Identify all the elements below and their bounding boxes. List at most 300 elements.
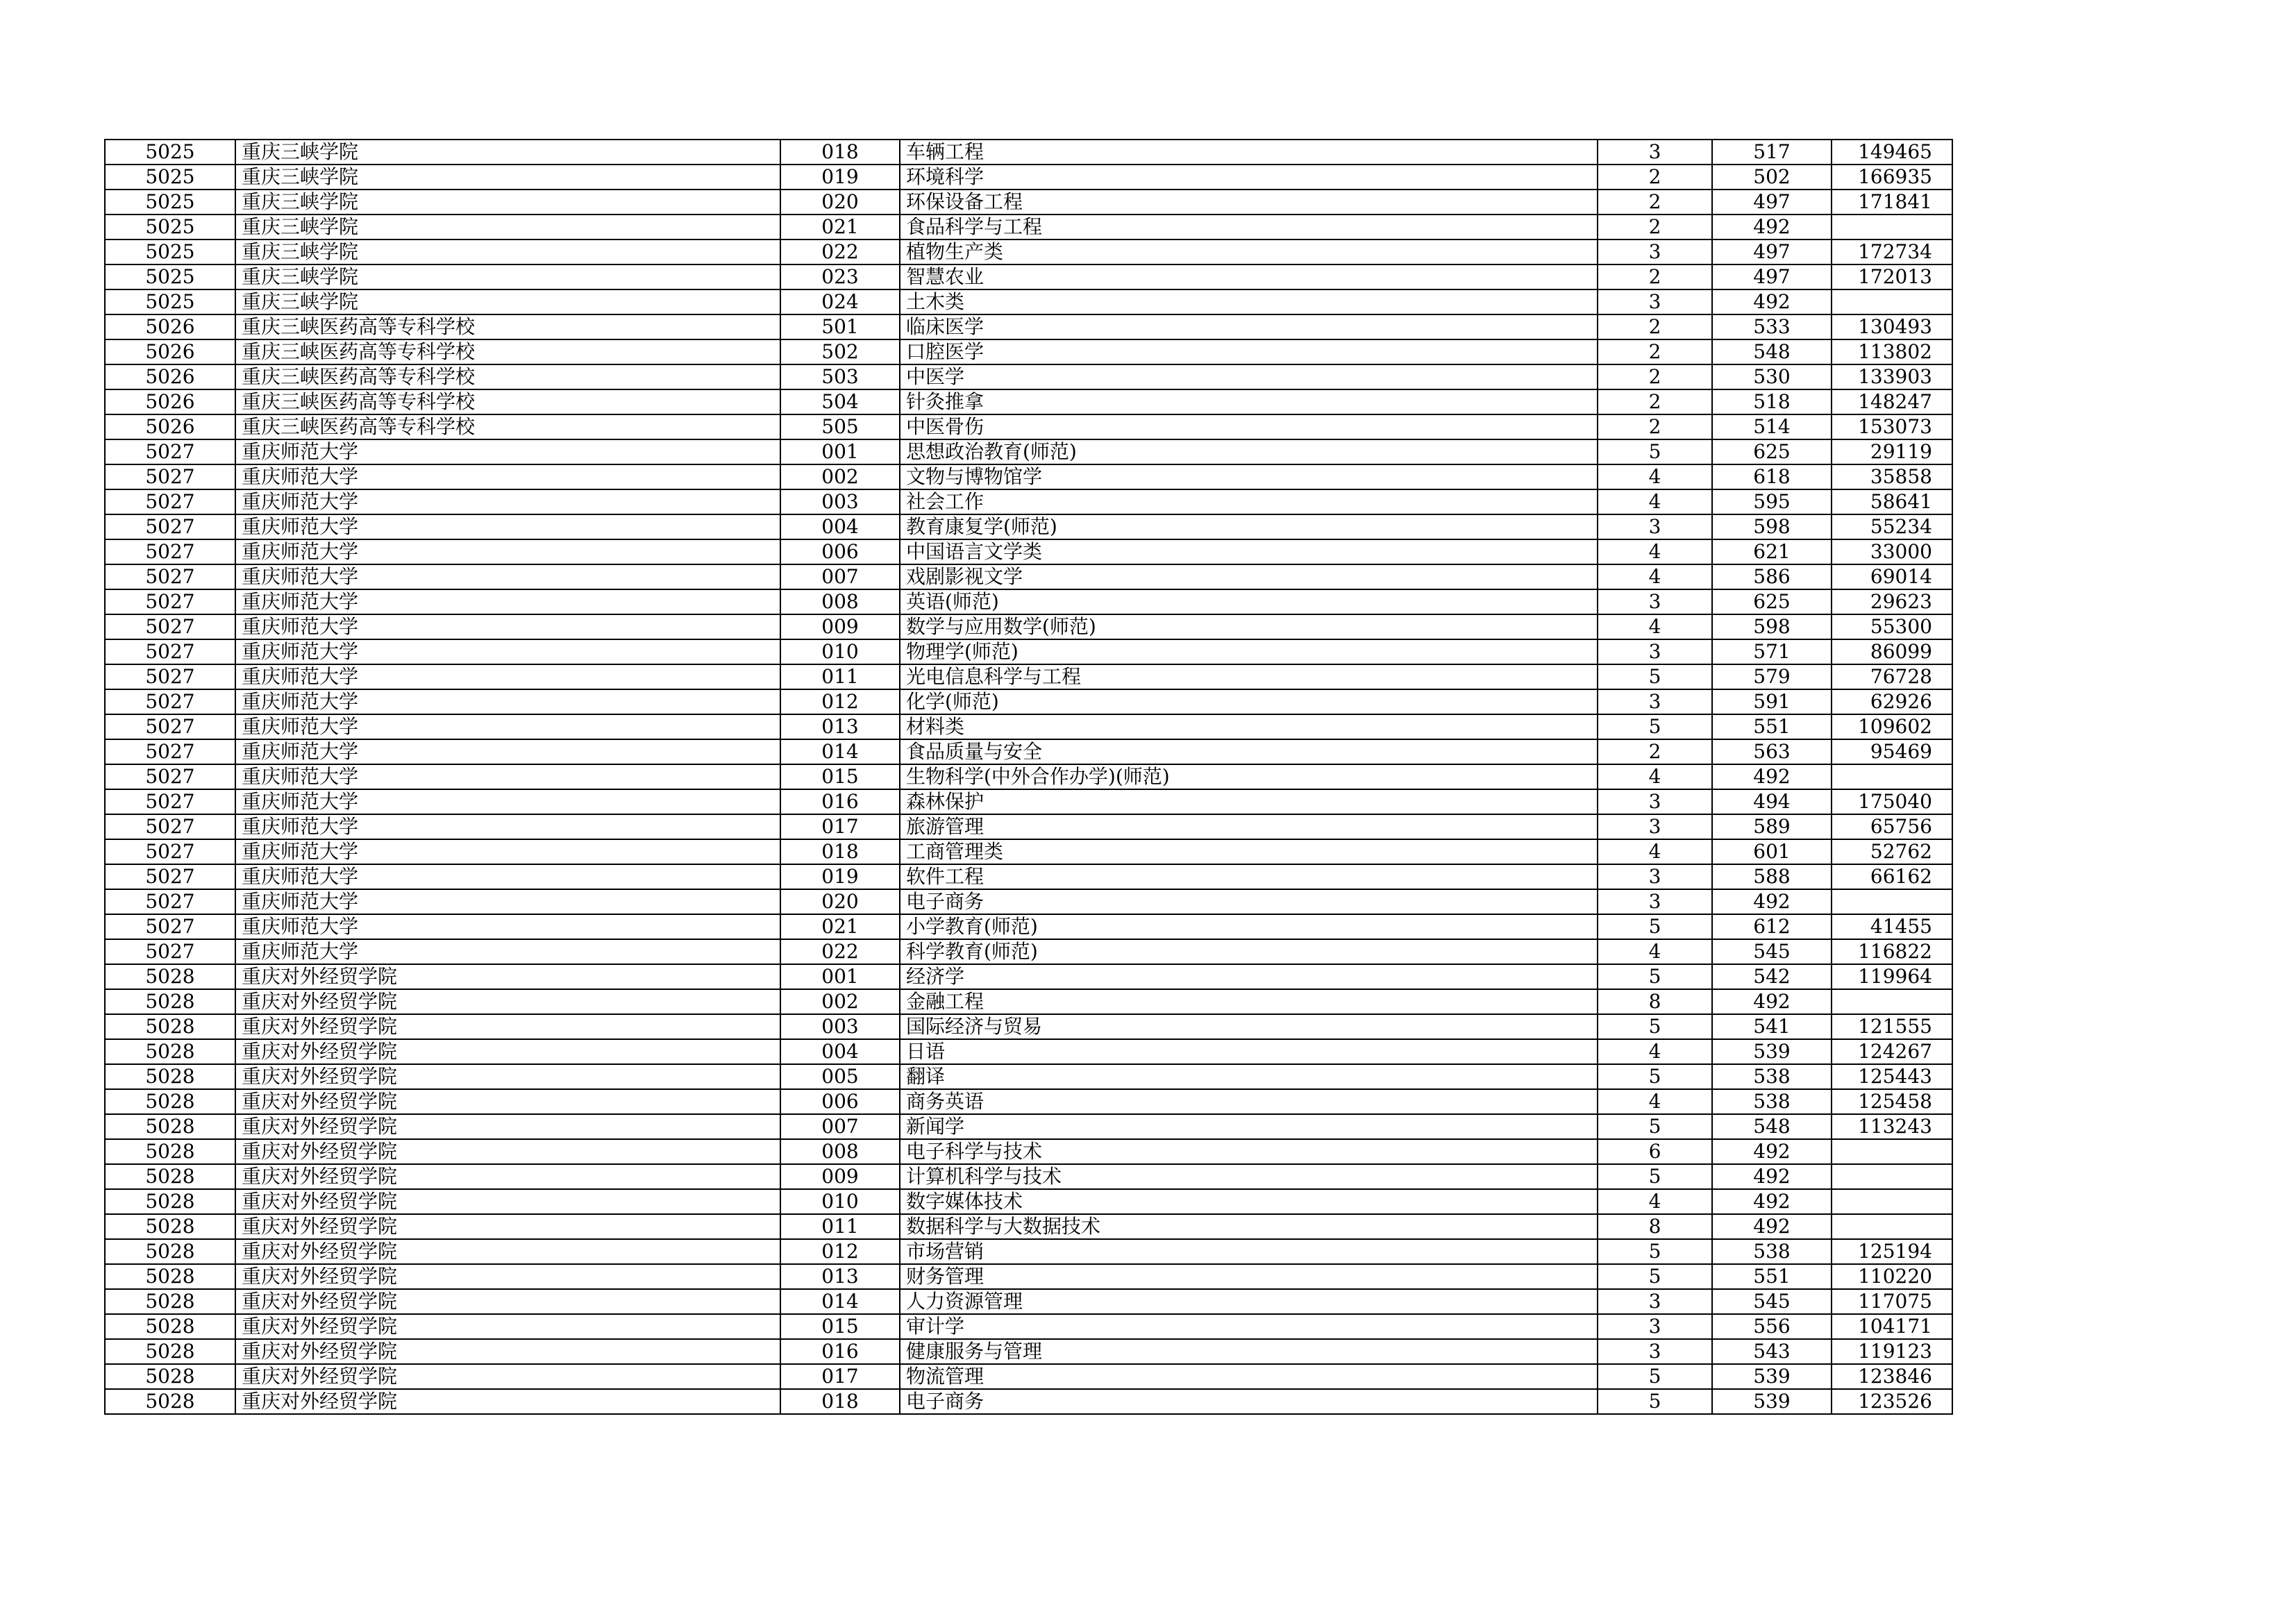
- table-row: [105, 414, 1952, 439]
- school-code-cell: 5028: [105, 989, 235, 1014]
- school-name-cell: 重庆对外经贸学院: [235, 1339, 780, 1364]
- school-name-cell: 重庆三峡医药高等专科学校: [235, 314, 780, 339]
- major-name-cell: 计算机科学与技术: [900, 1164, 1598, 1189]
- school-code-cell: 5026: [105, 364, 235, 389]
- min-rank-cell: 125194: [1832, 1239, 1952, 1264]
- table-row: [105, 1039, 1952, 1064]
- min-rank-cell: 110220: [1832, 1264, 1952, 1289]
- min-rank-cell: 117075: [1832, 1289, 1952, 1314]
- major-code-cell: 005: [780, 1064, 900, 1089]
- min-rank-cell: 171841: [1832, 190, 1952, 215]
- min-rank-cell: 166935: [1832, 165, 1952, 190]
- school-code-cell: 5028: [105, 1239, 235, 1264]
- major-name-cell: 金融工程: [900, 989, 1598, 1014]
- plan-count-cell: 3: [1598, 814, 1712, 839]
- school-code-cell: 5028: [105, 1139, 235, 1164]
- table-row: [105, 739, 1952, 764]
- min-score-cell: 492: [1712, 989, 1832, 1014]
- major-code-cell: 009: [780, 614, 900, 639]
- plan-count-cell: 5: [1598, 1364, 1712, 1389]
- school-name-cell: 重庆师范大学: [235, 664, 780, 689]
- min-rank-cell: 95469: [1832, 739, 1952, 764]
- school-name-cell: 重庆师范大学: [235, 539, 780, 564]
- major-code-cell: 015: [780, 1314, 900, 1339]
- major-name-cell: 车辆工程: [900, 140, 1598, 165]
- major-name-cell: 数学与应用数学(师范): [900, 614, 1598, 639]
- school-name-cell: 重庆对外经贸学院: [235, 1014, 780, 1039]
- plan-count-cell: 4: [1598, 1189, 1712, 1214]
- major-code-cell: 009: [780, 1164, 900, 1189]
- school-code-cell: 5025: [105, 264, 235, 289]
- table-row: [105, 939, 1952, 964]
- plan-count-cell: 4: [1598, 464, 1712, 489]
- school-name-cell: 重庆三峡医药高等专科学校: [235, 414, 780, 439]
- school-code-cell: 5027: [105, 864, 235, 889]
- min-rank-cell: 123846: [1832, 1364, 1952, 1389]
- plan-count-cell: 5: [1598, 1064, 1712, 1089]
- school-code-cell: 5028: [105, 1289, 235, 1314]
- table-row: [105, 1214, 1952, 1239]
- table-row: [105, 564, 1952, 589]
- school-code-cell: 5027: [105, 789, 235, 814]
- major-name-cell: 环境科学: [900, 165, 1598, 190]
- school-name-cell: 重庆对外经贸学院: [235, 964, 780, 989]
- major-name-cell: 环保设备工程: [900, 190, 1598, 215]
- min-rank-cell: 148247: [1832, 389, 1952, 414]
- table-row: [105, 439, 1952, 464]
- min-score-cell: 530: [1712, 364, 1832, 389]
- major-code-cell: 008: [780, 589, 900, 614]
- school-code-cell: 5028: [105, 1214, 235, 1239]
- school-name-cell: 重庆师范大学: [235, 439, 780, 464]
- school-name-cell: 重庆对外经贸学院: [235, 1314, 780, 1339]
- min-rank-cell: 29119: [1832, 439, 1952, 464]
- min-score-cell: 497: [1712, 264, 1832, 289]
- school-name-cell: 重庆师范大学: [235, 489, 780, 514]
- major-code-cell: 503: [780, 364, 900, 389]
- table-row: [105, 689, 1952, 714]
- school-name-cell: 重庆对外经贸学院: [235, 1389, 780, 1414]
- min-score-cell: 579: [1712, 664, 1832, 689]
- min-rank-cell: 76728: [1832, 664, 1952, 689]
- school-name-cell: 重庆对外经贸学院: [235, 989, 780, 1014]
- school-name-cell: 重庆对外经贸学院: [235, 1064, 780, 1089]
- school-code-cell: 5028: [105, 1164, 235, 1189]
- plan-count-cell: 2: [1598, 190, 1712, 215]
- school-code-cell: 5028: [105, 1039, 235, 1064]
- min-score-cell: 595: [1712, 489, 1832, 514]
- major-name-cell: 材料类: [900, 714, 1598, 739]
- table-row: [105, 489, 1952, 514]
- min-score-cell: 591: [1712, 689, 1832, 714]
- min-score-cell: 492: [1712, 1189, 1832, 1214]
- min-score-cell: 492: [1712, 215, 1832, 239]
- table-row: [105, 1264, 1952, 1289]
- plan-count-cell: 5: [1598, 1239, 1712, 1264]
- min-score-cell: 494: [1712, 789, 1832, 814]
- school-name-cell: 重庆师范大学: [235, 714, 780, 739]
- table-row: [105, 1139, 1952, 1164]
- school-code-cell: 5027: [105, 589, 235, 614]
- major-name-cell: 森林保护: [900, 789, 1598, 814]
- min-rank-cell: 55234: [1832, 514, 1952, 539]
- major-code-cell: 008: [780, 1139, 900, 1164]
- school-code-cell: 5028: [105, 1389, 235, 1414]
- table-row: [105, 190, 1952, 215]
- major-code-cell: 016: [780, 789, 900, 814]
- min-score-cell: 598: [1712, 514, 1832, 539]
- major-name-cell: 食品质量与安全: [900, 739, 1598, 764]
- min-score-cell: 601: [1712, 839, 1832, 864]
- major-name-cell: 物理学(师范): [900, 639, 1598, 664]
- major-code-cell: 006: [780, 539, 900, 564]
- school-name-cell: 重庆师范大学: [235, 864, 780, 889]
- school-code-cell: 5028: [105, 1264, 235, 1289]
- plan-count-cell: 5: [1598, 1164, 1712, 1189]
- major-name-cell: 文物与博物馆学: [900, 464, 1598, 489]
- table-row: [105, 839, 1952, 864]
- min-score-cell: 517: [1712, 140, 1832, 165]
- major-code-cell: 020: [780, 190, 900, 215]
- school-code-cell: 5027: [105, 914, 235, 939]
- min-score-cell: 492: [1712, 764, 1832, 789]
- school-code-cell: 5027: [105, 564, 235, 589]
- major-code-cell: 010: [780, 1189, 900, 1214]
- major-name-cell: 旅游管理: [900, 814, 1598, 839]
- min-rank-cell: 58641: [1832, 489, 1952, 514]
- admission-table: [104, 139, 1953, 1415]
- min-rank-cell: 109602: [1832, 714, 1952, 739]
- min-score-cell: 502: [1712, 165, 1832, 190]
- table-row: [105, 514, 1952, 539]
- major-code-cell: 018: [780, 1389, 900, 1414]
- major-name-cell: 审计学: [900, 1314, 1598, 1339]
- table-row: [105, 1389, 1952, 1414]
- school-name-cell: 重庆师范大学: [235, 614, 780, 639]
- min-score-cell: 586: [1712, 564, 1832, 589]
- min-score-cell: 492: [1712, 289, 1832, 314]
- school-name-cell: 重庆对外经贸学院: [235, 1239, 780, 1264]
- major-code-cell: 014: [780, 739, 900, 764]
- table-row: [105, 289, 1952, 314]
- major-code-cell: 010: [780, 639, 900, 664]
- min-rank-cell: [1832, 989, 1952, 1014]
- table-row: [105, 464, 1952, 489]
- plan-count-cell: 4: [1598, 939, 1712, 964]
- min-rank-cell: 35858: [1832, 464, 1952, 489]
- school-code-cell: 5025: [105, 215, 235, 239]
- school-name-cell: 重庆师范大学: [235, 764, 780, 789]
- major-name-cell: 市场营销: [900, 1239, 1598, 1264]
- min-score-cell: 612: [1712, 914, 1832, 939]
- plan-count-cell: 4: [1598, 1039, 1712, 1064]
- table-row: [105, 1014, 1952, 1039]
- min-score-cell: 492: [1712, 889, 1832, 914]
- school-code-cell: 5028: [105, 1314, 235, 1339]
- major-name-cell: 科学教育(师范): [900, 939, 1598, 964]
- min-rank-cell: 69014: [1832, 564, 1952, 589]
- plan-count-cell: 5: [1598, 964, 1712, 989]
- table-row: [105, 914, 1952, 939]
- major-code-cell: 007: [780, 564, 900, 589]
- table-row: [105, 814, 1952, 839]
- major-name-cell: 财务管理: [900, 1264, 1598, 1289]
- school-code-cell: 5027: [105, 839, 235, 864]
- min-score-cell: 542: [1712, 964, 1832, 989]
- major-code-cell: 022: [780, 239, 900, 264]
- school-name-cell: 重庆对外经贸学院: [235, 1264, 780, 1289]
- min-rank-cell: 153073: [1832, 414, 1952, 439]
- major-name-cell: 日语: [900, 1039, 1598, 1064]
- school-code-cell: 5028: [105, 1114, 235, 1139]
- plan-count-cell: 5: [1598, 1264, 1712, 1289]
- major-name-cell: 人力资源管理: [900, 1289, 1598, 1314]
- min-score-cell: 539: [1712, 1039, 1832, 1064]
- table-row: [105, 889, 1952, 914]
- min-score-cell: 625: [1712, 439, 1832, 464]
- min-rank-cell: 175040: [1832, 789, 1952, 814]
- major-code-cell: 003: [780, 489, 900, 514]
- school-code-cell: 5028: [105, 1339, 235, 1364]
- major-name-cell: 临床医学: [900, 314, 1598, 339]
- min-score-cell: 514: [1712, 414, 1832, 439]
- school-code-cell: 5026: [105, 314, 235, 339]
- min-rank-cell: [1832, 889, 1952, 914]
- major-name-cell: 电子科学与技术: [900, 1139, 1598, 1164]
- min-rank-cell: [1832, 215, 1952, 239]
- school-code-cell: 5025: [105, 165, 235, 190]
- plan-count-cell: 4: [1598, 764, 1712, 789]
- plan-count-cell: 3: [1598, 589, 1712, 614]
- school-code-cell: 5026: [105, 339, 235, 364]
- major-name-cell: 电子商务: [900, 889, 1598, 914]
- school-name-cell: 重庆对外经贸学院: [235, 1289, 780, 1314]
- min-rank-cell: 130493: [1832, 314, 1952, 339]
- school-name-cell: 重庆师范大学: [235, 589, 780, 614]
- min-score-cell: 589: [1712, 814, 1832, 839]
- major-code-cell: 004: [780, 1039, 900, 1064]
- min-score-cell: 618: [1712, 464, 1832, 489]
- plan-count-cell: 2: [1598, 364, 1712, 389]
- school-name-cell: 重庆三峡学院: [235, 190, 780, 215]
- min-rank-cell: 41455: [1832, 914, 1952, 939]
- min-rank-cell: 86099: [1832, 639, 1952, 664]
- major-code-cell: 019: [780, 864, 900, 889]
- plan-count-cell: 5: [1598, 664, 1712, 689]
- plan-count-cell: 5: [1598, 1114, 1712, 1139]
- min-rank-cell: [1832, 1139, 1952, 1164]
- school-name-cell: 重庆师范大学: [235, 939, 780, 964]
- min-rank-cell: 172013: [1832, 264, 1952, 289]
- major-code-cell: 001: [780, 439, 900, 464]
- school-name-cell: 重庆三峡学院: [235, 165, 780, 190]
- school-name-cell: 重庆师范大学: [235, 639, 780, 664]
- table-row: [105, 789, 1952, 814]
- school-code-cell: 5027: [105, 489, 235, 514]
- school-code-cell: 5027: [105, 539, 235, 564]
- min-rank-cell: 123526: [1832, 1389, 1952, 1414]
- major-name-cell: 健康服务与管理: [900, 1339, 1598, 1364]
- plan-count-cell: 5: [1598, 714, 1712, 739]
- min-score-cell: 543: [1712, 1339, 1832, 1364]
- major-name-cell: 中医骨伤: [900, 414, 1598, 439]
- major-code-cell: 002: [780, 989, 900, 1014]
- min-rank-cell: 119123: [1832, 1339, 1952, 1364]
- major-name-cell: 商务英语: [900, 1089, 1598, 1114]
- school-name-cell: 重庆师范大学: [235, 514, 780, 539]
- plan-count-cell: 3: [1598, 140, 1712, 165]
- plan-count-cell: 5: [1598, 1389, 1712, 1414]
- min-rank-cell: [1832, 764, 1952, 789]
- school-code-cell: 5028: [105, 1064, 235, 1089]
- school-code-cell: 5026: [105, 389, 235, 414]
- major-name-cell: 数据科学与大数据技术: [900, 1214, 1598, 1239]
- major-name-cell: 食品科学与工程: [900, 215, 1598, 239]
- major-code-cell: 017: [780, 1364, 900, 1389]
- table-body: [105, 140, 1952, 1414]
- min-rank-cell: 172734: [1832, 239, 1952, 264]
- major-name-cell: 植物生产类: [900, 239, 1598, 264]
- school-code-cell: 5025: [105, 289, 235, 314]
- major-code-cell: 505: [780, 414, 900, 439]
- min-score-cell: 492: [1712, 1164, 1832, 1189]
- school-name-cell: 重庆师范大学: [235, 464, 780, 489]
- school-name-cell: 重庆对外经贸学院: [235, 1364, 780, 1389]
- min-rank-cell: 113802: [1832, 339, 1952, 364]
- school-name-cell: 重庆三峡学院: [235, 215, 780, 239]
- school-name-cell: 重庆师范大学: [235, 889, 780, 914]
- table-row: [105, 589, 1952, 614]
- school-code-cell: 5027: [105, 614, 235, 639]
- major-name-cell: 社会工作: [900, 489, 1598, 514]
- min-rank-cell: 104171: [1832, 1314, 1952, 1339]
- school-code-cell: 5027: [105, 439, 235, 464]
- plan-count-cell: 5: [1598, 439, 1712, 464]
- table-row: [105, 215, 1952, 239]
- school-code-cell: 5026: [105, 414, 235, 439]
- major-code-cell: 015: [780, 764, 900, 789]
- school-name-cell: 重庆对外经贸学院: [235, 1189, 780, 1214]
- school-code-cell: 5027: [105, 939, 235, 964]
- table-row: [105, 165, 1952, 190]
- school-code-cell: 5027: [105, 639, 235, 664]
- school-code-cell: 5028: [105, 964, 235, 989]
- major-name-cell: 数字媒体技术: [900, 1189, 1598, 1214]
- major-name-cell: 国际经济与贸易: [900, 1014, 1598, 1039]
- min-rank-cell: 121555: [1832, 1014, 1952, 1039]
- major-code-cell: 504: [780, 389, 900, 414]
- plan-count-cell: 5: [1598, 1014, 1712, 1039]
- school-code-cell: 5027: [105, 689, 235, 714]
- major-code-cell: 006: [780, 1089, 900, 1114]
- min-rank-cell: 149465: [1832, 140, 1952, 165]
- min-rank-cell: 133903: [1832, 364, 1952, 389]
- plan-count-cell: 2: [1598, 215, 1712, 239]
- school-code-cell: 5027: [105, 889, 235, 914]
- school-code-cell: 5027: [105, 739, 235, 764]
- major-code-cell: 018: [780, 140, 900, 165]
- school-name-cell: 重庆师范大学: [235, 564, 780, 589]
- plan-count-cell: 3: [1598, 1289, 1712, 1314]
- min-score-cell: 539: [1712, 1389, 1832, 1414]
- min-score-cell: 538: [1712, 1239, 1832, 1264]
- plan-count-cell: 5: [1598, 914, 1712, 939]
- major-code-cell: 022: [780, 939, 900, 964]
- min-rank-cell: 125443: [1832, 1064, 1952, 1089]
- table-row: [105, 1189, 1952, 1214]
- major-code-cell: 019: [780, 165, 900, 190]
- major-name-cell: 小学教育(师范): [900, 914, 1598, 939]
- plan-count-cell: 3: [1598, 514, 1712, 539]
- school-name-cell: 重庆师范大学: [235, 689, 780, 714]
- plan-count-cell: 2: [1598, 389, 1712, 414]
- plan-count-cell: 3: [1598, 864, 1712, 889]
- table-row: [105, 1164, 1952, 1189]
- min-score-cell: 563: [1712, 739, 1832, 764]
- min-rank-cell: 113243: [1832, 1114, 1952, 1139]
- major-name-cell: 光电信息科学与工程: [900, 664, 1598, 689]
- major-code-cell: 011: [780, 664, 900, 689]
- min-score-cell: 551: [1712, 714, 1832, 739]
- min-score-cell: 497: [1712, 190, 1832, 215]
- min-score-cell: 492: [1712, 1214, 1832, 1239]
- plan-count-cell: 3: [1598, 639, 1712, 664]
- major-code-cell: 003: [780, 1014, 900, 1039]
- min-score-cell: 533: [1712, 314, 1832, 339]
- major-code-cell: 021: [780, 215, 900, 239]
- min-score-cell: 598: [1712, 614, 1832, 639]
- plan-count-cell: 2: [1598, 165, 1712, 190]
- plan-count-cell: 8: [1598, 1214, 1712, 1239]
- plan-count-cell: 4: [1598, 614, 1712, 639]
- plan-count-cell: 3: [1598, 289, 1712, 314]
- school-name-cell: 重庆师范大学: [235, 839, 780, 864]
- major-name-cell: 物流管理: [900, 1364, 1598, 1389]
- min-rank-cell: 116822: [1832, 939, 1952, 964]
- major-name-cell: 新闻学: [900, 1114, 1598, 1139]
- min-score-cell: 545: [1712, 939, 1832, 964]
- min-score-cell: 538: [1712, 1089, 1832, 1114]
- table-row: [105, 1364, 1952, 1389]
- major-code-cell: 501: [780, 314, 900, 339]
- school-name-cell: 重庆对外经贸学院: [235, 1214, 780, 1239]
- major-name-cell: 智慧农业: [900, 264, 1598, 289]
- major-code-cell: 023: [780, 264, 900, 289]
- major-name-cell: 翻译: [900, 1064, 1598, 1089]
- major-name-cell: 中医学: [900, 364, 1598, 389]
- major-code-cell: 011: [780, 1214, 900, 1239]
- table-row: [105, 389, 1952, 414]
- plan-count-cell: 3: [1598, 1314, 1712, 1339]
- school-name-cell: 重庆师范大学: [235, 739, 780, 764]
- school-name-cell: 重庆三峡医药高等专科学校: [235, 339, 780, 364]
- table-row: [105, 339, 1952, 364]
- plan-count-cell: 2: [1598, 264, 1712, 289]
- table-row: [105, 989, 1952, 1014]
- school-code-cell: 5027: [105, 514, 235, 539]
- table-row: [105, 1089, 1952, 1114]
- major-name-cell: 教育康复学(师范): [900, 514, 1598, 539]
- major-name-cell: 工商管理类: [900, 839, 1598, 864]
- min-rank-cell: 52762: [1832, 839, 1952, 864]
- table-row: [105, 714, 1952, 739]
- table-row: [105, 264, 1952, 289]
- school-name-cell: 重庆三峡学院: [235, 264, 780, 289]
- min-score-cell: 541: [1712, 1014, 1832, 1039]
- min-rank-cell: 66162: [1832, 864, 1952, 889]
- min-rank-cell: 33000: [1832, 539, 1952, 564]
- min-rank-cell: [1832, 1214, 1952, 1239]
